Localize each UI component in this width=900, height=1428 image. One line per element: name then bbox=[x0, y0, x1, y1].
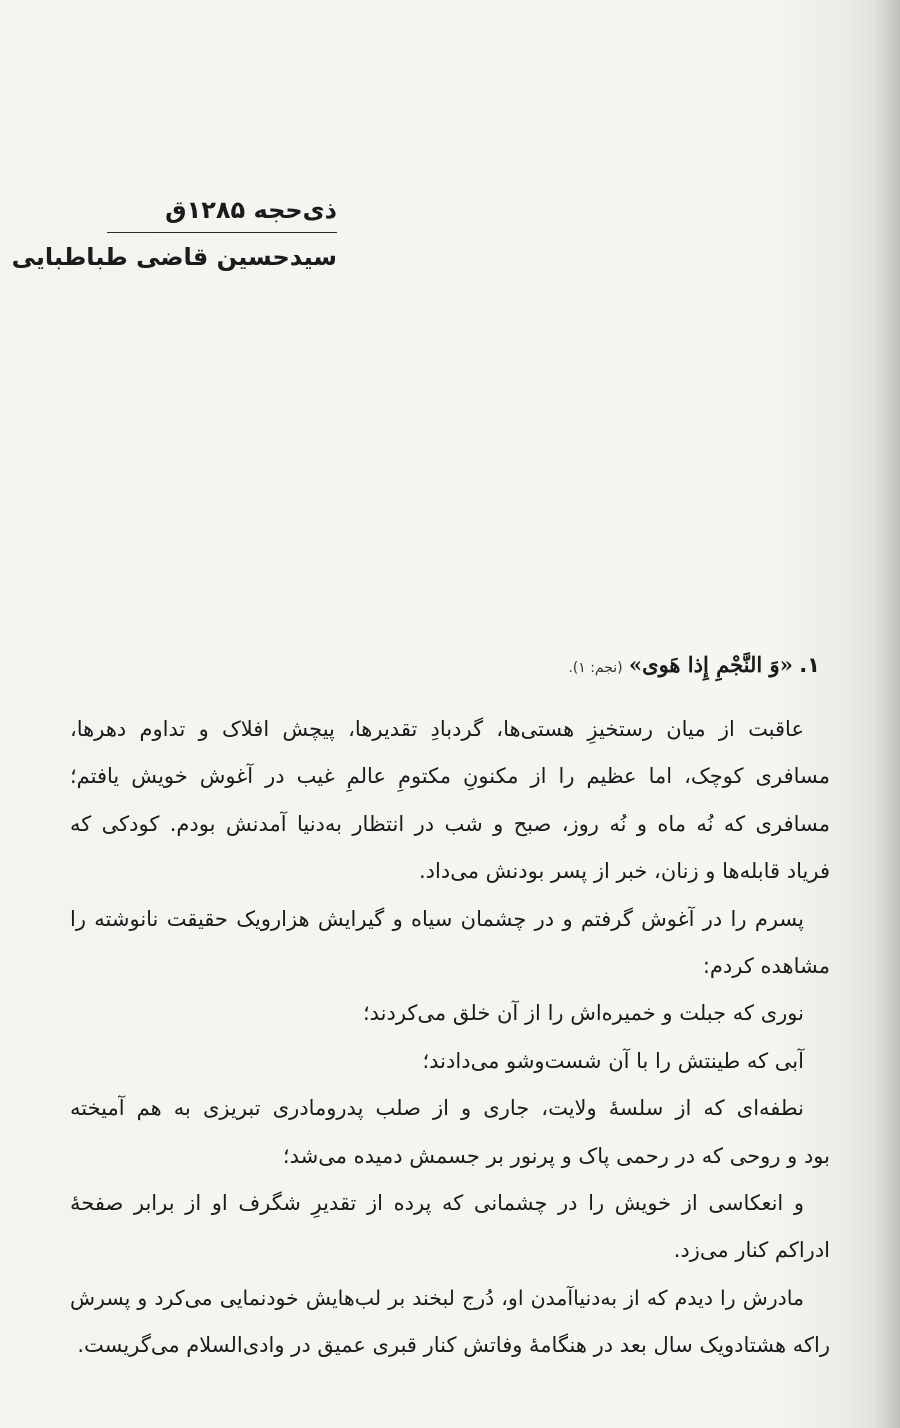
body-line: آبی که طینتش را با آن شست‌وشو می‌دادند؛ bbox=[422, 1048, 804, 1073]
dedication-header bbox=[11, 192, 337, 275]
footnote-quote: «وَ النَّجْمِ إِذا هَوی» bbox=[629, 652, 793, 677]
page-spine-shadow bbox=[874, 0, 900, 1428]
date-line: ذی‌حجه ۱۲۸۵ق bbox=[107, 192, 337, 233]
body-line: مسافری کوچک، اما عظیم را از مکنونِ مکتومِ عالمِ غیب در آغوش خویش یافتم؛ bbox=[70, 764, 830, 789]
body-line: مسافری که نُه ماه و نُه روز، صبح و شب در انتظار به‌دنیا آمدنش بودم. کودکی که bbox=[70, 811, 830, 836]
body-line: مادرش را دیدم که از به‌دنیاآمدن او، دُرج لبخند بر لب‌هایش خودنمایی می‌کرد و پسرش bbox=[70, 1285, 804, 1310]
body-line: بود و روحی که در رحمی پاک و پرنور بر جسمش دمیده می‌شد؛ bbox=[282, 1143, 830, 1168]
body-line: فریاد قابله‌ها و زنان، خبر از پسر بودنش می‌داد. bbox=[419, 859, 830, 884]
body-line: پسرم را در آغوش گرفتم و در چشمان سیاه و گیرایش هزارویک حقیقت نانوشته را bbox=[70, 906, 804, 931]
footnote bbox=[80, 648, 820, 685]
body-line: نطفه‌ای که از سلسهٔ ولایت، جاری و از صلب پدرومادری تبریزی به هم آمیخته bbox=[70, 1096, 804, 1121]
body-line: ادراکم کنار می‌زد. bbox=[673, 1238, 830, 1263]
body-line: و انعکاسی از خویش را در چشمانی که پرده از تقدیرِ شگرف او از برابر صفحهٔ bbox=[70, 1190, 804, 1215]
footnote-reference: (نجم: ۱). bbox=[568, 660, 623, 676]
body-line: راکه هشتادویک سال بعد در هنگامهٔ وفاتش کنار قبری عمیق در وادی‌السلام می‌گریست. bbox=[77, 1333, 830, 1358]
body-text bbox=[70, 706, 830, 1369]
body-line: نوری که جبلت و خمیره‌اش را از آن خلق می‌کردند؛ bbox=[362, 1001, 804, 1026]
author-name: سیدحسین قاضی طباطبایی bbox=[11, 243, 337, 271]
body-line: عاقبت از میان رستخیزِ هستی‌ها، گردبادِ تقدیرها، پیچش افلاک و تداوم دهرها، bbox=[70, 717, 804, 741]
footnote-number: ۱. bbox=[799, 653, 820, 677]
body-line: مشاهده کردم: bbox=[702, 953, 830, 978]
